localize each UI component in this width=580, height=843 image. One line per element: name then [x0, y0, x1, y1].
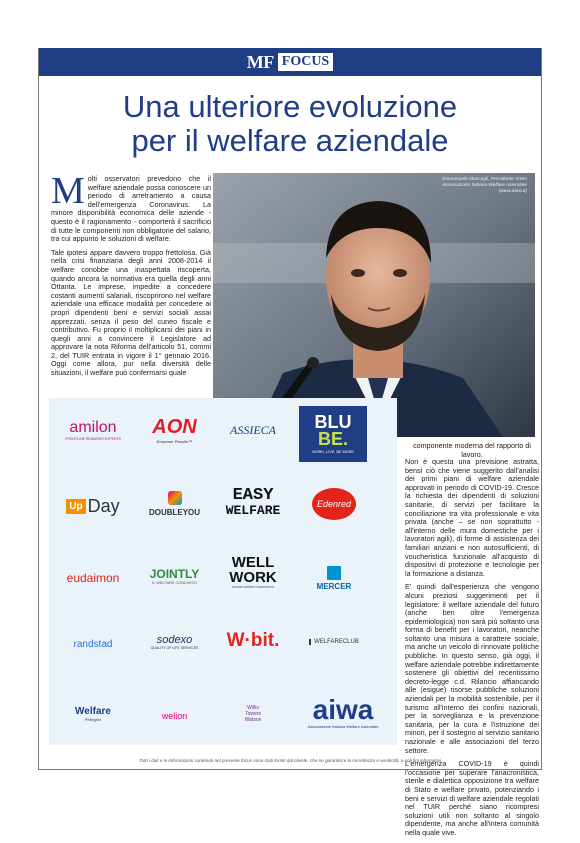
- right-paragraph-1: Non è questa una previsione astratta, bensì ciò che viene suggerito dall'analisi dei primi piani di welfare aziendale approvati in periodo di COVID-19. Cresce la richiesta dei dipendenti di soluzioni sanitarie, di servizi per facilitare la conciliazione tra vita professionale e vita privata (anche – se non soprattutto - all'interno delle mura domestiche per i lavoratori agili), di forme di assistenza dei familiari anziani e non autosufficienti, di voucheristica funzionale all'acquisto di dispositivi di protezione e tecnologie per la formazione a distanza.: [405, 457, 539, 578]
- amilon-sub: FRONTLINE REWARDS EXPERTS: [65, 437, 121, 441]
- brand-logo: MF: [246, 51, 274, 72]
- amilon-text: amilon: [69, 419, 117, 436]
- mercer-text: MERCER: [316, 581, 352, 591]
- welfarepellegrini-sub: Pellegrini: [84, 717, 102, 722]
- caption-line-1: Emmanuele Massagli, Presidente AIWA: [442, 177, 527, 182]
- easy-line-2: WELFARE: [225, 502, 281, 518]
- upday-badge: Up: [66, 499, 85, 514]
- welfareclub-logo: [299, 624, 369, 660]
- amilon-logo: [53, 410, 133, 450]
- easy-line-1: EASY: [232, 485, 274, 505]
- welion-text: welion: [161, 711, 188, 721]
- welfarepellegrini-logo: [53, 694, 133, 734]
- aon-sub: Empower Results™: [156, 439, 193, 444]
- left-paragraph-2: Tale ipotesi appare davvero troppo frettolosa. Già nella crisi finanziaria degli anni 2008-2014 il welfare conobbe una inaspettata riscoperta, quando ancora la normativa era quella degli anni Ottanta. Le imprese, impedite a concedere costanti aumenti salariali, riscoprirono nel welfare aziendale una efficace modalità per concedere ai propri dipendenti beni e servizi sociali assai apprezzati, senza il peso del cuneo fiscale e contributivo. Fu proprio il moltiplicarsi dei piani in quegli anni a convincere il Legislatore ad approvare la nota Riforma dell'articolo 51, commi 2, del TUIR entrata in vigore il 1° gennaio 2016. Oggi come allora, pur nella diversità delle situazioni, il welfare può confermarsi quale: [51, 247, 211, 378]
- right-paragraph-3: L'emergenza COVID-19 è quindi l'occasione per superare l'anacronistica, sterile e dialettica opposizione tra welfare di Stato e welfare privato, potenziando i beni e servizi di welfare aziendale regolati nel TUIR perché siano ricompresi soluzioni utili non soltanto al singolo dipendente, ma anche all'intera comunità nella quale vive.: [405, 759, 539, 837]
- eudaimon-text: eudaimon: [66, 571, 120, 585]
- eudaimon-logo: [53, 558, 133, 598]
- jointly-sub: IL WELFARE CONDIVISO: [152, 581, 197, 585]
- wbit-logo: [217, 620, 289, 662]
- welfareclub-text: WELFARECLUB: [309, 639, 359, 645]
- section-label: FOCUS: [278, 53, 333, 71]
- aiwa-text: aiwa: [312, 693, 374, 725]
- left-paragraph-1: [51, 170, 211, 244]
- upday-text: Day: [87, 495, 120, 516]
- wtw-line-1: Willis: [247, 705, 259, 711]
- upday-logo: [53, 486, 133, 526]
- randstad-logo: [53, 626, 133, 662]
- wtw-line-3: Watson: [244, 717, 262, 723]
- blube-line-2: BE.: [317, 429, 348, 449]
- jointly-logo: [137, 554, 212, 598]
- blube-sub: WORK, LIVE, BE MORE: [312, 450, 354, 454]
- blube-logo: [299, 406, 367, 462]
- article-title-line-2: per il welfare aziendale: [131, 123, 449, 158]
- partner-logos-panel: [49, 398, 397, 745]
- section-header: [39, 48, 541, 76]
- left-paragraph-1-text: olti osservatori prevedono che il welfare aziendale possa conoscere un periodo di arretramento a causa dell'emergenza Coronavirus. La minore disponibilità economica delle aziende - questo è il ragionamento - comporterà il sacrificio di tutte le componenti non obbligatorie del salario, tra cui appunto le soluzioni di welfare.: [51, 174, 211, 244]
- article-title-line-1: Una ulteriore evoluzione: [122, 89, 458, 124]
- photo-caption: [437, 177, 527, 195]
- continuation-line: componente moderna del rapporto di lavoro.: [413, 441, 531, 459]
- wellwork-line-2: WORK: [229, 569, 277, 586]
- caption-line-2: Associazione Italiana Welfare Aziendale: [441, 183, 527, 188]
- mercer-logo: [305, 558, 363, 598]
- aiwa-logo: [293, 686, 393, 738]
- sodexo-text: sodexo: [156, 634, 193, 646]
- welfarepellegrini-text: Welfare: [75, 706, 111, 717]
- wtw-logo: [217, 694, 289, 734]
- blube-line-1: BLU: [314, 412, 352, 432]
- wellwork-sub: human welfare experience: [231, 585, 275, 589]
- wbit-text: W·bit.: [226, 630, 280, 651]
- left-column: [51, 170, 211, 383]
- right-paragraph-2: E' quindi dall'esperienza che vengono alcuni preziosi suggerimenti per il legislatore: il welfare aziendale del futuro (anche ben oltre l'emergenza epidemiologica) non sarà più soltanto una forma di benefit per i lavoratori, neanche soltanto una misura a carattere sociale, ma anche un veicolo di rinnovate politiche pubbliche. In questo senso, già oggi, il welfare aziendale potrebbe indirettamente sostenere gli obiettivi del recentissimo decreto-legge c.d. Rilancio affiancando alle (esigue) risorse pubbliche soluzioni aziendali per la mobilità sostenibile, per il turismo all'interno dei confini nazionali, per la sorveglianza e la prevenzione sanitaria, per la cura e l'istruzione dei minori, per il sostegno ai servizio sanitario nazionale e alle associazioni del terzo settore.: [405, 582, 539, 755]
- edenred-logo: [311, 486, 357, 522]
- doubleyou-logo: [137, 482, 212, 526]
- edenred-text: Edenred: [312, 488, 356, 520]
- easywelfare-logo: [217, 478, 289, 526]
- randstad-text: randstad: [73, 638, 113, 650]
- aon-text: AON: [152, 416, 197, 438]
- article-page: [38, 48, 542, 837]
- doubleyou-text: DOUBLEYOU: [148, 508, 201, 517]
- doubleyou-icon: [168, 491, 182, 505]
- wellwork-line-1: WELL: [231, 554, 275, 571]
- assieca-text: ASSIECA: [230, 422, 276, 437]
- caption-line-3: (www.aiwa.it): [498, 189, 527, 194]
- right-column: [405, 458, 539, 843]
- mercer-icon: [327, 566, 341, 580]
- wtw-line-2: Towers: [245, 711, 261, 717]
- aon-logo: [137, 410, 212, 450]
- dropcap: M: [51, 170, 85, 212]
- welion-logo: [137, 698, 212, 734]
- aiwa-sub: Associazione Italiana Welfare Aziendale: [307, 723, 379, 729]
- disclaimer-footer: Tutti i dati e le informazioni contenuti nel presente focus sono stati forniti dal cliente, che ne garantisce la correttezza e veridicità, a soli fini informativi: [139, 758, 441, 763]
- sodexo-sub: QUALITY OF LIFE SERVICES: [150, 646, 199, 650]
- sodexo-logo: [137, 622, 212, 662]
- jointly-text: JOINTLY: [149, 567, 200, 581]
- assieca-logo: [217, 410, 289, 450]
- wellwork-logo: [217, 546, 289, 598]
